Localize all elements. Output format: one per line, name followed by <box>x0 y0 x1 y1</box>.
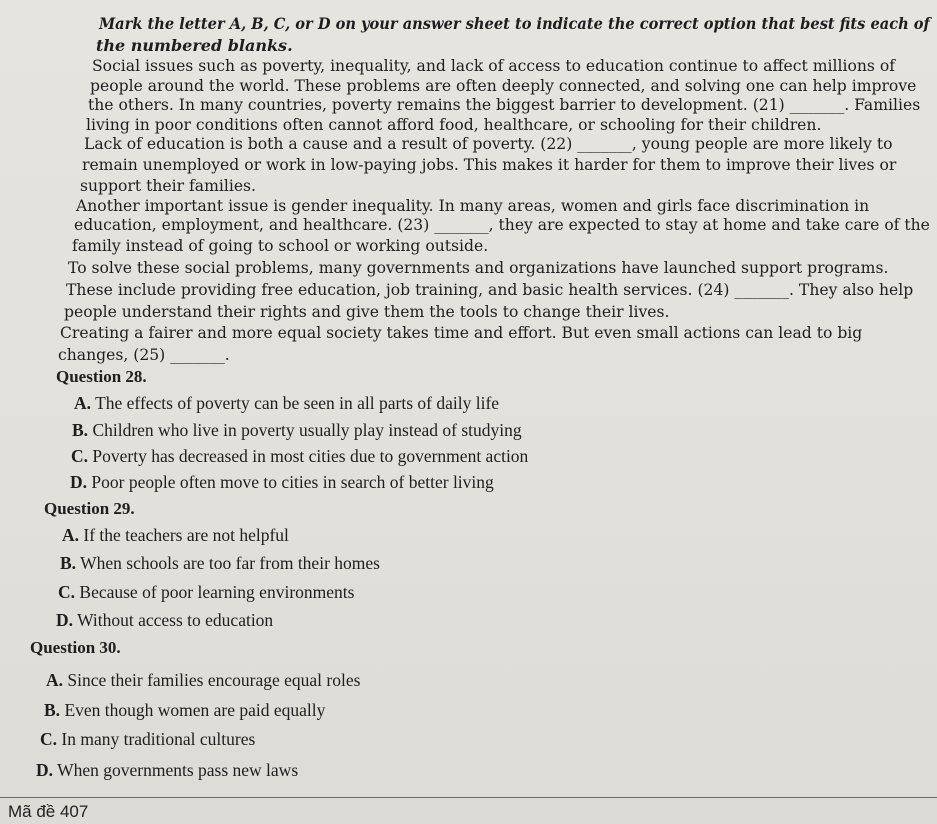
option-d <box>36 760 298 780</box>
exam-code: Mã đề 407 <box>8 802 89 821</box>
option-b <box>72 420 522 440</box>
option-text: Children who live in poverty usually play instead of studying <box>92 420 522 440</box>
option-text: The effects of poverty can be seen in all parts of daily life <box>95 393 500 413</box>
passage-line: living in poor conditions often cannot afford food, healthcare, or schooling for their children. <box>86 116 822 134</box>
passage-line: support their families. <box>80 177 257 195</box>
passage-line: family instead of going to school or working outside. <box>72 237 489 255</box>
option-text: In many traditional cultures <box>61 729 256 749</box>
option-text: Even though women are paid equally <box>64 700 326 720</box>
option-letter: B. <box>72 420 89 440</box>
option-c <box>58 582 354 602</box>
option-letter: D. <box>70 472 88 492</box>
footer-divider <box>0 797 937 798</box>
option-text: Without access to education <box>77 610 274 630</box>
option-letter: A. <box>74 393 92 413</box>
option-letter: C. <box>40 729 58 749</box>
passage-line: remain unemployed or work in low-paying jobs. This makes it harder for them to improve their lives or <box>82 156 897 174</box>
option-letter: A. <box>46 670 64 690</box>
option-d <box>70 472 494 492</box>
question-title: Question 29. <box>44 499 135 518</box>
option-letter: C. <box>71 446 89 466</box>
option-text: Poverty has decreased in most cities due to government action <box>92 446 529 466</box>
passage-line: education, employment, and healthcare. (23) _______, they are expected to stay at home and take care of the <box>74 216 930 234</box>
option-letter: B. <box>44 700 61 720</box>
option-a <box>62 525 289 545</box>
passage-line: people around the world. These problems are often deeply connected, and solving one can help improve <box>90 77 917 95</box>
option-a <box>46 670 360 690</box>
option-letter: B. <box>60 553 77 573</box>
passage-line: people understand their rights and give them the tools to change their lives. <box>64 303 670 321</box>
passage-line: changes, (25) _______. <box>58 346 230 364</box>
option-text: When governments pass new laws <box>57 760 299 780</box>
passage-line: Lack of education is both a cause and a result of poverty. (22) _______, young people are more likely to <box>84 135 893 153</box>
option-letter: D. <box>56 610 74 630</box>
passage-line: These include providing free education, job training, and basic health services. (24) _______. They also help <box>66 281 914 299</box>
question-title: Question 30. <box>30 638 121 657</box>
option-text: When schools are too far from their homes <box>80 553 380 573</box>
option-c <box>71 446 528 466</box>
passage-line: To solve these social problems, many governments and organizations have launched support programs. <box>68 259 889 277</box>
option-d <box>56 610 273 630</box>
option-text: If the teachers are not helpful <box>83 525 289 545</box>
option-a <box>74 393 499 413</box>
passage-line: Creating a fairer and more equal society takes time and effort. But even small actions can lead to big <box>60 324 863 342</box>
option-b <box>60 553 380 573</box>
passage-line: Social issues such as poverty, inequality, and lack of access to education continue to affect millions of <box>92 57 896 75</box>
option-c <box>40 729 255 749</box>
option-text: Poor people often move to cities in search of better living <box>91 472 494 492</box>
option-b <box>44 700 325 720</box>
question-title: Question 28. <box>56 367 147 386</box>
option-letter: D. <box>36 760 54 780</box>
instruction-line-1: Mark the letter A, B, C, or D on your answer sheet to indicate the correct option that best fits each of <box>99 14 930 33</box>
option-letter: C. <box>58 582 76 602</box>
passage-line: Another important issue is gender inequality. In many areas, women and girls face discrimination in <box>76 197 870 215</box>
option-letter: A. <box>62 525 80 545</box>
option-text: Because of poor learning environments <box>79 582 355 602</box>
passage-line: the others. In many countries, poverty remains the biggest barrier to development. (21) _______. Families <box>88 96 921 114</box>
instruction-line-2: the numbered blanks. <box>96 36 293 55</box>
option-text: Since their families encourage equal roles <box>67 670 361 690</box>
